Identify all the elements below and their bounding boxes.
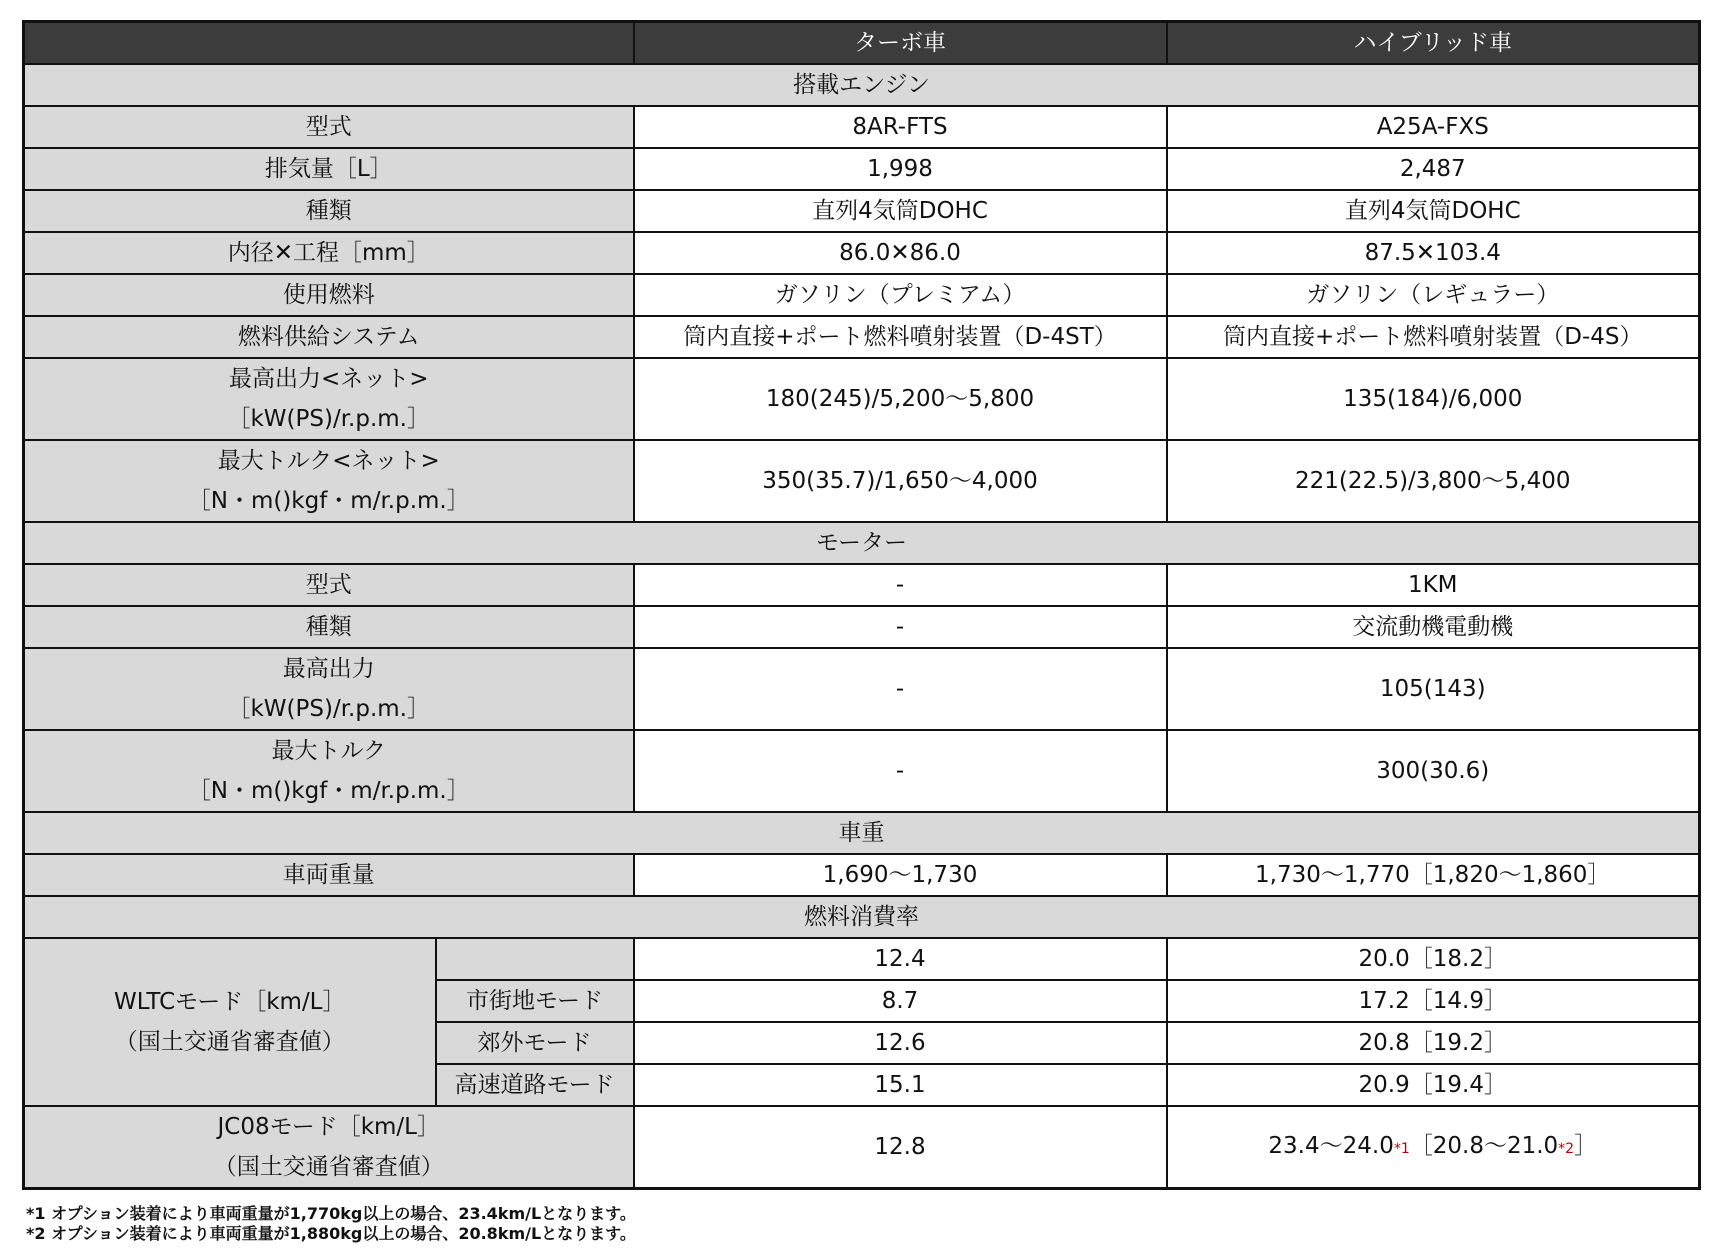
row-label bbox=[24, 358, 634, 440]
wltc-sub-label: 市街地モード bbox=[436, 980, 634, 1022]
hybrid-value: 221(22.5)/3,800〜5,400 bbox=[1167, 440, 1700, 522]
header-turbo: ターボ車 bbox=[634, 22, 1167, 65]
jc08-hybrid-a: 23.4〜24.0 bbox=[1268, 1132, 1394, 1159]
turbo-value: 1,690〜1,730 bbox=[634, 854, 1167, 896]
section-engine: 搭載エンジン bbox=[24, 64, 1700, 106]
spec-table bbox=[22, 20, 1701, 1190]
wltc-sub-label: 高速道路モード bbox=[436, 1064, 634, 1106]
hybrid-value: 105(143) bbox=[1167, 648, 1700, 730]
turbo-value: 86.0✕86.0 bbox=[634, 232, 1167, 274]
turbo-value: - bbox=[634, 730, 1167, 812]
hybrid-value: 交流動機電動機 bbox=[1167, 606, 1700, 648]
hybrid-value: 1,730〜1,770［1,820〜1,860］ bbox=[1167, 854, 1700, 896]
turbo-value: 15.1 bbox=[634, 1064, 1167, 1106]
wltc-label-line2: （国土交通省審査値） bbox=[114, 1029, 345, 1055]
row-label bbox=[24, 440, 634, 522]
turbo-value: 350(35.7)/1,650〜4,000 bbox=[634, 440, 1167, 522]
turbo-value: 筒内直接+ポート燃料噴射装置（D-4ST） bbox=[634, 316, 1167, 358]
turbo-value: ガソリン（プレミアム） bbox=[634, 274, 1167, 316]
turbo-value: 1,998 bbox=[634, 148, 1167, 190]
turbo-value: - bbox=[634, 648, 1167, 730]
row-label-line1: 最大トルク<ネット> bbox=[217, 448, 440, 474]
table-row bbox=[24, 854, 1700, 896]
hybrid-value: 20.9［19.4］ bbox=[1167, 1064, 1700, 1106]
turbo-value: 8AR-FTS bbox=[634, 106, 1167, 148]
turbo-value: - bbox=[634, 564, 1167, 606]
wltc-sub-label: 郊外モード bbox=[436, 1022, 634, 1064]
header-hybrid: ハイブリッド車 bbox=[1167, 22, 1700, 65]
jc08-label bbox=[24, 1106, 634, 1189]
hybrid-value: 2,487 bbox=[1167, 148, 1700, 190]
hybrid-value: 300(30.6) bbox=[1167, 730, 1700, 812]
row-label-line1: 最高出力<ネット> bbox=[228, 366, 429, 392]
hybrid-value bbox=[1167, 1106, 1700, 1189]
table-row bbox=[24, 648, 1700, 730]
turbo-value: - bbox=[634, 606, 1167, 648]
table-row bbox=[24, 316, 1700, 358]
table-header-row bbox=[24, 22, 1700, 65]
hybrid-value: A25A-FXS bbox=[1167, 106, 1700, 148]
footnotes bbox=[26, 1204, 636, 1244]
jc08-hybrid-b: ［20.8〜21.0 bbox=[1409, 1132, 1559, 1159]
footnote-1: *1 オプション装着により車両重量が1,770kg以上の場合、23.4km/Lとなります。 bbox=[26, 1204, 636, 1223]
section-row bbox=[24, 896, 1700, 938]
row-label bbox=[24, 730, 634, 812]
turbo-value: 8.7 bbox=[634, 980, 1167, 1022]
hybrid-value: ガソリン（レギュラー） bbox=[1167, 274, 1700, 316]
row-label-line1: 最高出力 bbox=[282, 656, 375, 682]
hybrid-value: 87.5✕103.4 bbox=[1167, 232, 1700, 274]
jc08-label-line1: JC08モード［km/L］ bbox=[217, 1114, 440, 1140]
row-label: 型式 bbox=[24, 564, 634, 606]
row-label: 内径✕工程［mm］ bbox=[24, 232, 634, 274]
turbo-value: 12.6 bbox=[634, 1022, 1167, 1064]
row-label-line2: ［N・m()kgf・m/r.p.m.］ bbox=[187, 488, 470, 514]
table-row bbox=[24, 440, 1700, 522]
table-row bbox=[24, 232, 1700, 274]
row-label-line2: ［kW(PS)/r.p.m.］ bbox=[227, 406, 430, 432]
row-label: 車両重量 bbox=[24, 854, 634, 896]
table-row bbox=[24, 1106, 1700, 1189]
header-corner bbox=[24, 22, 634, 65]
jc08-hybrid-c: ］ bbox=[1574, 1132, 1598, 1159]
wltc-label bbox=[24, 938, 436, 1106]
section-row bbox=[24, 522, 1700, 564]
row-label-line2: ［N・m()kgf・m/r.p.m.］ bbox=[187, 778, 470, 804]
row-label: 種類 bbox=[24, 606, 634, 648]
jc08-label-line2: （国土交通省審査値） bbox=[213, 1154, 444, 1180]
hybrid-value: 135(184)/6,000 bbox=[1167, 358, 1700, 440]
wltc-label-line1: WLTCモード［km/L］ bbox=[113, 989, 346, 1015]
table-row bbox=[24, 358, 1700, 440]
section-fuel: 燃料消費率 bbox=[24, 896, 1700, 938]
hybrid-value: 直列4気筒DOHC bbox=[1167, 190, 1700, 232]
row-label-line2: ［kW(PS)/r.p.m.］ bbox=[227, 696, 430, 722]
table-row bbox=[24, 564, 1700, 606]
footnote-mark-2: *2 bbox=[1558, 1140, 1575, 1157]
row-label: 種類 bbox=[24, 190, 634, 232]
turbo-value: 180(245)/5,200〜5,800 bbox=[634, 358, 1167, 440]
hybrid-value: 17.2［14.9］ bbox=[1167, 980, 1700, 1022]
turbo-value: 12.8 bbox=[634, 1106, 1167, 1189]
footnote-mark-1: *1 bbox=[1393, 1140, 1410, 1157]
row-label: 排気量［L］ bbox=[24, 148, 634, 190]
section-motor: モーター bbox=[24, 522, 1700, 564]
table-row bbox=[24, 730, 1700, 812]
table-row bbox=[24, 274, 1700, 316]
turbo-value: 12.4 bbox=[634, 938, 1167, 980]
hybrid-value: 1KM bbox=[1167, 564, 1700, 606]
wltc-sub-label bbox=[436, 938, 634, 980]
hybrid-value: 筒内直接+ポート燃料噴射装置（D-4S） bbox=[1167, 316, 1700, 358]
row-label: 燃料供給システム bbox=[24, 316, 634, 358]
row-label-line1: 最大トルク bbox=[271, 738, 387, 764]
footnote-2: *2 オプション装着により車両重量が1,880kg以上の場合、20.8km/Lとなります。 bbox=[26, 1224, 636, 1243]
hybrid-value: 20.8［19.2］ bbox=[1167, 1022, 1700, 1064]
row-label: 型式 bbox=[24, 106, 634, 148]
turbo-value: 直列4気筒DOHC bbox=[634, 190, 1167, 232]
table-row bbox=[24, 106, 1700, 148]
row-label bbox=[24, 648, 634, 730]
table-row bbox=[24, 148, 1700, 190]
row-label: 使用燃料 bbox=[24, 274, 634, 316]
section-row bbox=[24, 812, 1700, 854]
table-row bbox=[24, 938, 1700, 980]
section-weight: 車重 bbox=[24, 812, 1700, 854]
table-row bbox=[24, 606, 1700, 648]
section-row bbox=[24, 64, 1700, 106]
table-row bbox=[24, 190, 1700, 232]
hybrid-value: 20.0［18.2］ bbox=[1167, 938, 1700, 980]
